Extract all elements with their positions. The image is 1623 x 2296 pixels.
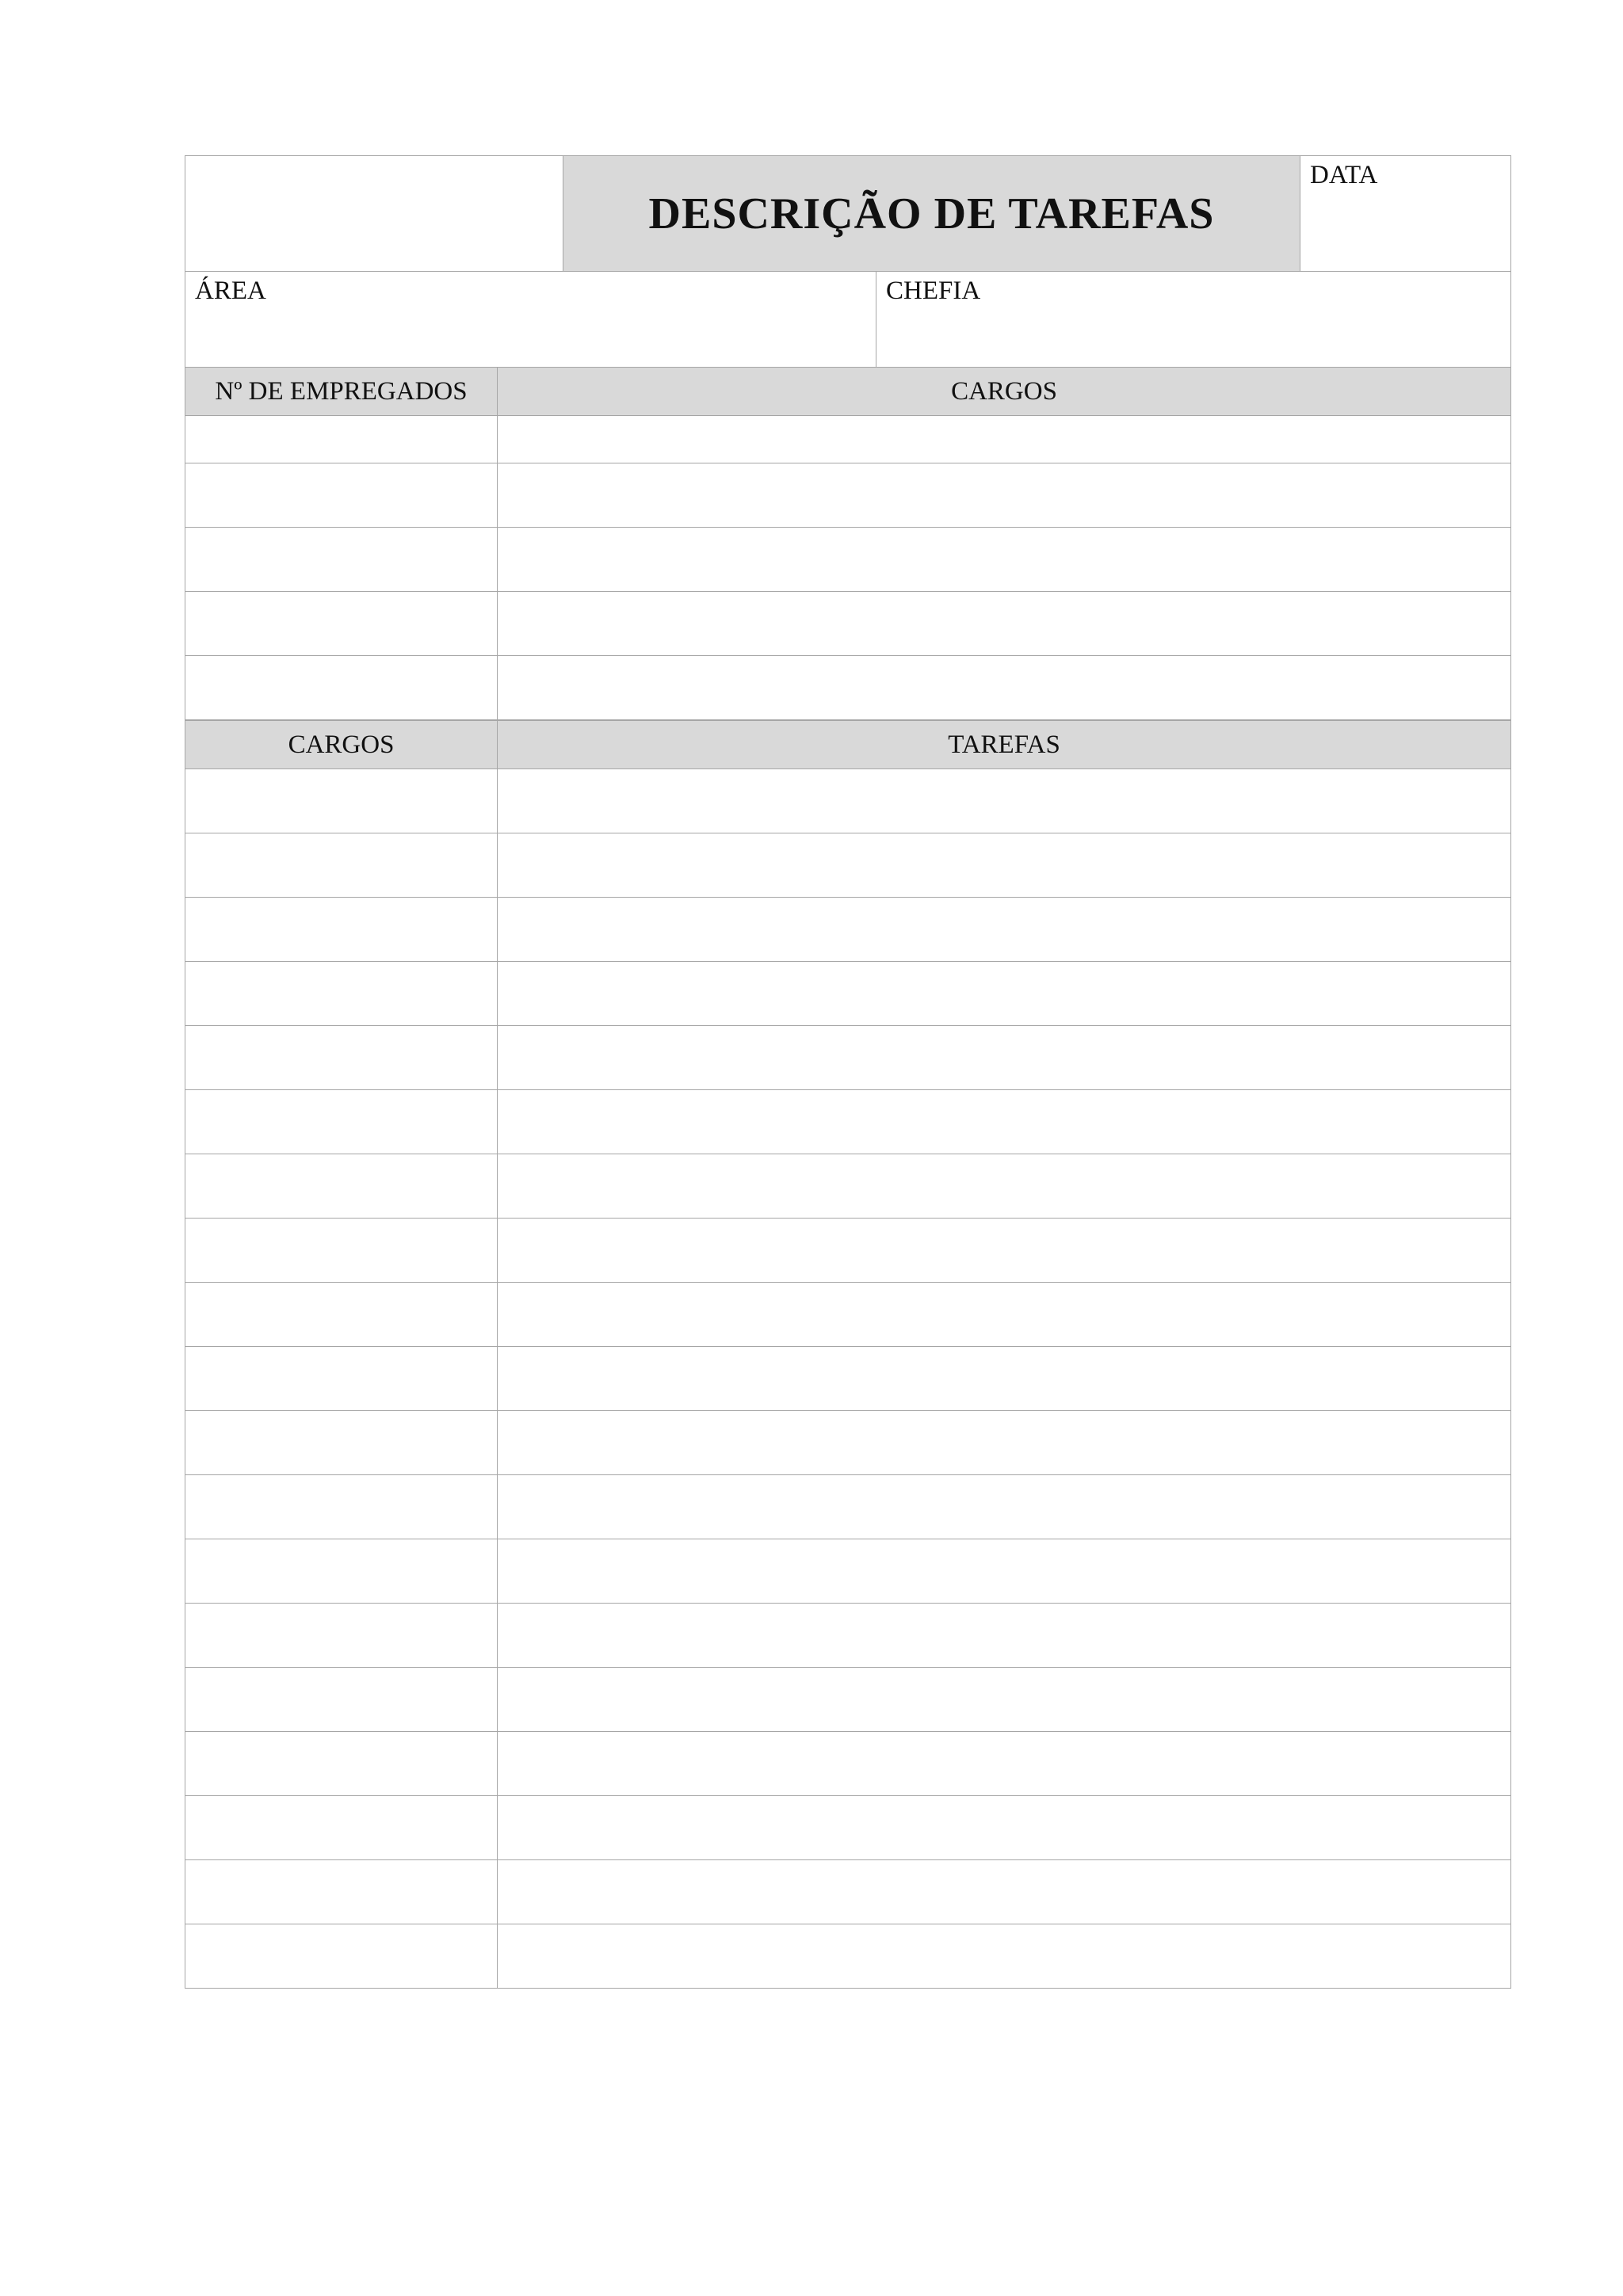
employees-table-row — [185, 463, 1511, 528]
tasks-table-row — [185, 1282, 1511, 1347]
tasks-table-first-cell[interactable] — [185, 1025, 498, 1090]
tasks-table-first-cell[interactable] — [185, 1924, 498, 1989]
cargos-header: CARGOS — [497, 367, 1511, 416]
tasks-table-first-cell[interactable] — [185, 1603, 498, 1668]
tasks-table-second-cell[interactable] — [497, 769, 1511, 833]
tasks-table-second-cell[interactable] — [497, 1539, 1511, 1604]
tasks-table-second-cell[interactable] — [497, 833, 1511, 898]
tasks-table-first-cell[interactable] — [185, 1346, 498, 1411]
tasks-table-second-cell[interactable] — [497, 1924, 1511, 1989]
employees-table-first-cell[interactable] — [185, 463, 498, 528]
employees-table-second-cell[interactable] — [497, 463, 1511, 528]
tasks-table-second-cell[interactable] — [497, 1089, 1511, 1154]
tasks-table-second-cell[interactable] — [497, 1410, 1511, 1475]
tasks-table-row — [185, 1089, 1511, 1154]
tasks-table-first-cell[interactable] — [185, 1731, 498, 1796]
area-field[interactable] — [185, 271, 876, 368]
employees-table-row — [185, 415, 1511, 463]
employees-table-first-cell[interactable] — [185, 655, 498, 720]
tasks-table-second-cell[interactable] — [497, 1346, 1511, 1411]
tasks-table-first-cell[interactable] — [185, 1410, 498, 1475]
tasks-table-second-cell[interactable] — [497, 1667, 1511, 1732]
tasks-table-row — [185, 769, 1511, 833]
tasks-table-row — [185, 1539, 1511, 1604]
tasks-table-row — [185, 1410, 1511, 1475]
tasks-table-second-cell[interactable] — [497, 1603, 1511, 1668]
tasks-table-second-cell[interactable] — [497, 1218, 1511, 1283]
tasks-table-second-cell[interactable] — [497, 1474, 1511, 1539]
tasks-table-second-cell[interactable] — [497, 1282, 1511, 1347]
tasks-table-first-cell[interactable] — [185, 1282, 498, 1347]
tasks-table-row — [185, 1731, 1511, 1796]
page-title: DESCRIÇÃO DE TAREFAS — [648, 189, 1215, 238]
tasks-table-row — [185, 1025, 1511, 1090]
employees-table-first-cell[interactable] — [185, 415, 498, 463]
tasks-table-row — [185, 1474, 1511, 1539]
tasks-table-second-cell[interactable] — [497, 897, 1511, 962]
employees-table-first-cell[interactable] — [185, 527, 498, 592]
chefia-field[interactable] — [876, 271, 1511, 368]
tasks-table-second-cell[interactable] — [497, 1795, 1511, 1860]
tasks-table-first-cell[interactable] — [185, 1154, 498, 1219]
tasks-table-second-cell[interactable] — [497, 961, 1511, 1026]
area-label: ÁREA — [195, 277, 266, 305]
tasks-table-second-cell[interactable] — [497, 1859, 1511, 1924]
tasks-table-row — [185, 1218, 1511, 1283]
tasks-table-first-cell[interactable] — [185, 769, 498, 833]
employees-table-second-cell[interactable] — [497, 527, 1511, 592]
employees-table-row — [185, 527, 1511, 592]
tasks-table-row — [185, 833, 1511, 898]
tasks-table-row — [185, 1795, 1511, 1860]
tasks-table-row — [185, 1924, 1511, 1989]
tarefas-header: TAREFAS — [497, 720, 1511, 769]
employees-table-second-cell[interactable] — [497, 415, 1511, 463]
tasks-table-row — [185, 1667, 1511, 1732]
tasks-table-second-cell[interactable] — [497, 1025, 1511, 1090]
tasks-table-row — [185, 1154, 1511, 1219]
employees-table-header — [185, 367, 1511, 416]
employees-count-header: Nº DE EMPREGADOS — [185, 367, 498, 416]
tasks-table-second-cell[interactable] — [497, 1731, 1511, 1796]
logo-cell — [185, 155, 563, 272]
tasks-table-row — [185, 897, 1511, 962]
employees-table-row — [185, 655, 1511, 720]
tasks-table-first-cell[interactable] — [185, 1474, 498, 1539]
employees-table-second-cell[interactable] — [497, 591, 1511, 656]
date-cell[interactable] — [1300, 155, 1511, 272]
tasks-table-first-cell[interactable] — [185, 897, 498, 962]
tasks-table-header — [185, 720, 1511, 769]
tasks-table-first-cell[interactable] — [185, 1089, 498, 1154]
tasks-cargos-header: CARGOS — [185, 720, 498, 769]
tasks-table-first-cell[interactable] — [185, 1667, 498, 1732]
tasks-table-first-cell[interactable] — [185, 1859, 498, 1924]
tasks-table-first-cell[interactable] — [185, 833, 498, 898]
tasks-table-row — [185, 1346, 1511, 1411]
tasks-table-second-cell[interactable] — [497, 1154, 1511, 1219]
tasks-table-first-cell[interactable] — [185, 1218, 498, 1283]
date-label: DATA — [1310, 161, 1378, 189]
tasks-table-row — [185, 961, 1511, 1026]
tasks-table-first-cell[interactable] — [185, 1795, 498, 1860]
employees-table-first-cell[interactable] — [185, 591, 498, 656]
employees-table-row — [185, 591, 1511, 656]
chefia-label: CHEFIA — [886, 277, 981, 305]
title-cell — [563, 155, 1300, 272]
tasks-table-first-cell[interactable] — [185, 961, 498, 1026]
tasks-table-row — [185, 1859, 1511, 1924]
tasks-table-row — [185, 1603, 1511, 1668]
tasks-table-first-cell[interactable] — [185, 1539, 498, 1604]
employees-table-second-cell[interactable] — [497, 655, 1511, 720]
